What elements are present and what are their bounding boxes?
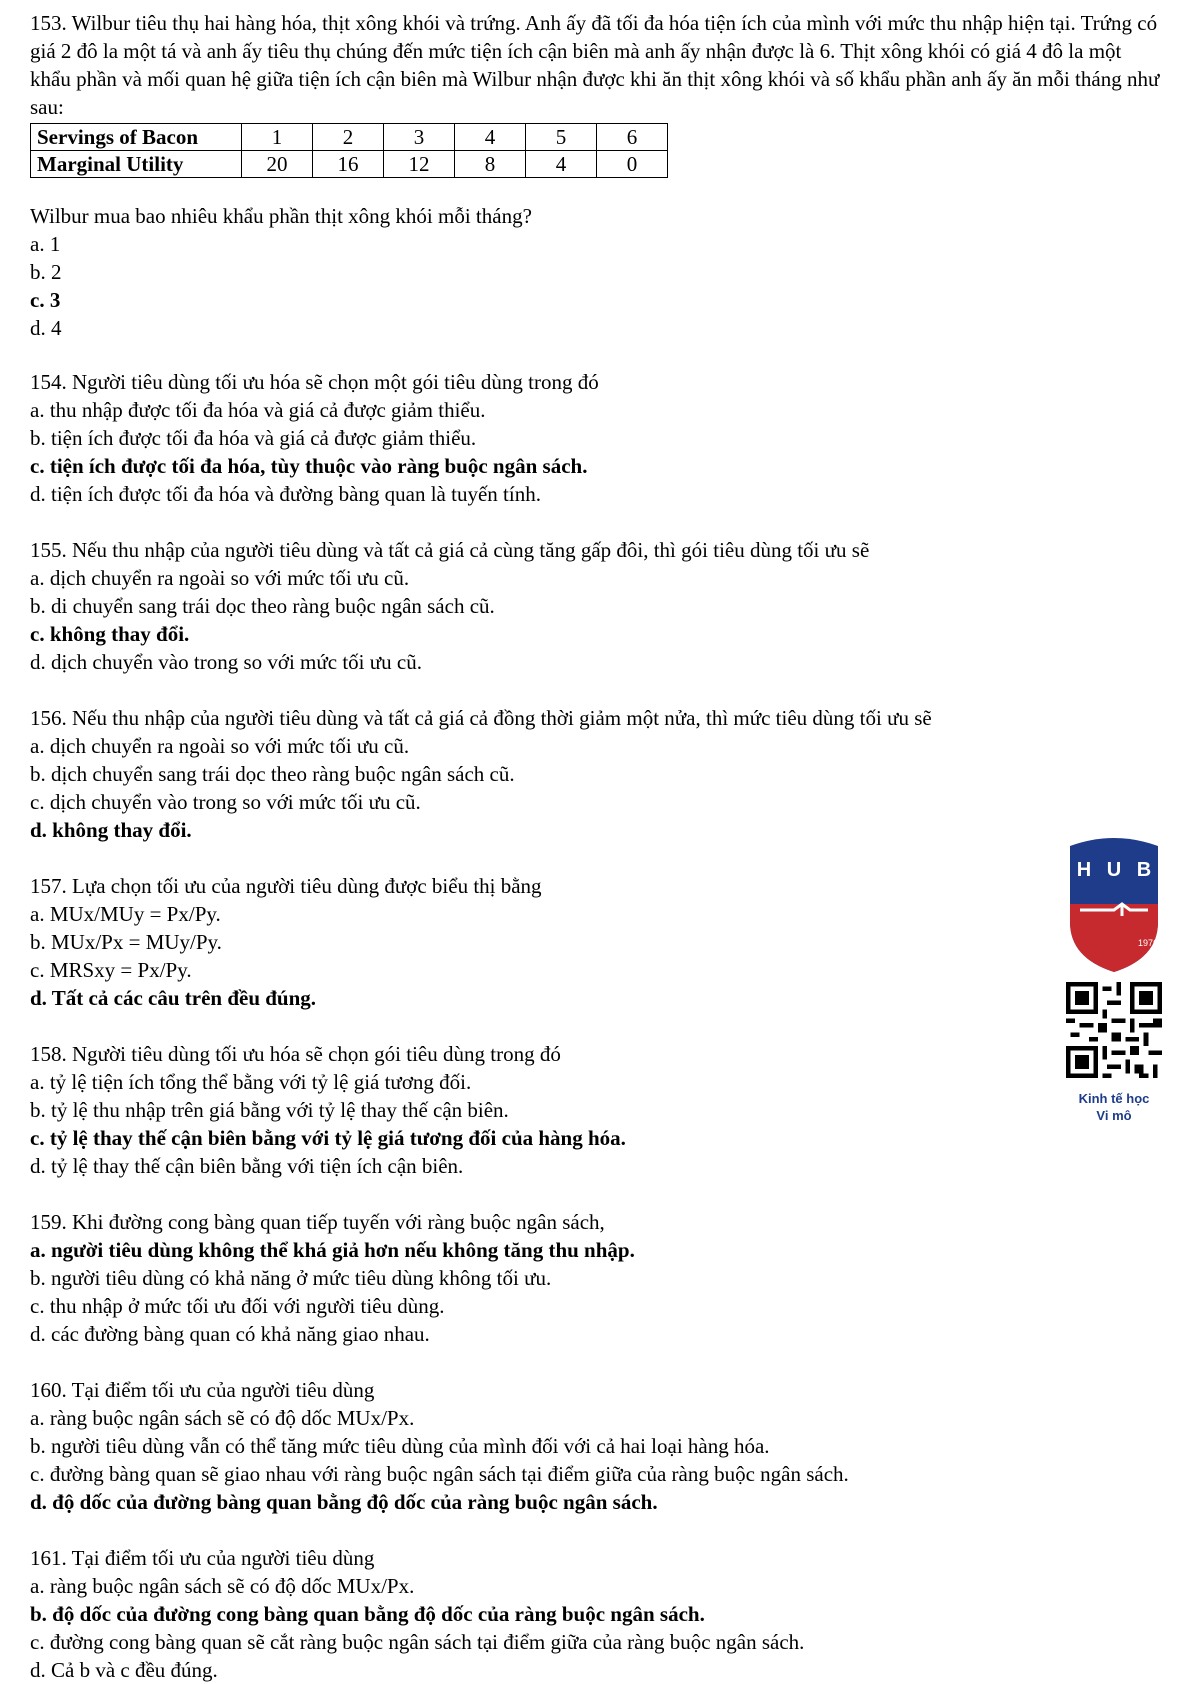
question-158: [30, 1040, 1160, 1180]
option-c: c. MRSxy = Px/Py.: [30, 958, 192, 982]
option-c: c. thu nhập ở mức tối ưu đối với người tiêu dùng.: [30, 1294, 445, 1318]
question-155-prompt: 155. Nếu thu nhập của người tiêu dùng và tất cả giá cả cùng tăng gấp đôi, thì gói tiêu dùng tối ưu sẽ: [30, 538, 870, 562]
logo-caption: [1050, 1090, 1178, 1124]
table-cell: 20: [242, 151, 313, 178]
question-153-prompt: Wilbur mua bao nhiêu khẩu phần thịt xông khói mỗi tháng?: [30, 204, 532, 228]
option-d: d. Cả b và c đều đúng.: [30, 1658, 218, 1682]
table-cell: 2: [313, 124, 384, 151]
question-161-prompt: 161. Tại điểm tối ưu của người tiêu dùng: [30, 1546, 375, 1570]
bacon-utility-table: [30, 123, 668, 178]
option-d: d. các đường bàng quan có khả năng giao nhau.: [30, 1322, 430, 1346]
option-d-correct: d. Tất cả các câu trên đều đúng.: [30, 986, 317, 1010]
table-cell: 1: [242, 124, 313, 151]
option-a: a. 1: [30, 232, 61, 256]
option-b: b. người tiêu dùng có khả năng ở mức tiêu dùng không tối ưu.: [30, 1266, 552, 1290]
table-cell: 12: [384, 151, 455, 178]
option-a: a. ràng buộc ngân sách sẽ có độ dốc MUx/Px.: [30, 1406, 415, 1430]
option-b: b. dịch chuyển sang trái dọc theo ràng buộc ngân sách cũ.: [30, 762, 515, 786]
option-c-correct: c. 3: [30, 288, 61, 312]
option-b: b. 2: [30, 260, 62, 284]
logo-letter-b: B: [1136, 859, 1152, 881]
option-d-correct: d. độ dốc của đường bàng quan bằng độ dốc của ràng buộc ngân sách.: [30, 1490, 658, 1514]
table-header-cell: Marginal Utility: [31, 151, 242, 178]
option-a: a. thu nhập được tối đa hóa và giá cả được giảm thiểu.: [30, 398, 486, 422]
logo-caption-line2: Vi mô: [1096, 1108, 1132, 1123]
option-b-correct: b. độ dốc của đường cong bàng quan bằng độ dốc của ràng buộc ngân sách.: [30, 1602, 705, 1626]
table-cell: 3: [384, 124, 455, 151]
table-row: [31, 124, 668, 151]
option-d: d. tiện ích được tối đa hóa và đường bàng quan là tuyến tính.: [30, 482, 541, 506]
question-159-prompt: 159. Khi đường cong bàng quan tiếp tuyến với ràng buộc ngân sách,: [30, 1210, 605, 1234]
option-c: c. dịch chuyển vào trong so với mức tối ưu cũ.: [30, 790, 421, 814]
question-156: [30, 704, 1160, 844]
question-153: [30, 9, 1160, 342]
table-header-cell: Servings of Bacon: [31, 124, 242, 151]
option-d-correct: d. không thay đổi.: [30, 818, 192, 842]
question-153-text: 153. Wilbur tiêu thụ hai hàng hóa, thịt xông khói và trứng. Anh ấy đã tối đa hóa tiện ích của mình với mức thu nhập hiện tại. Trứng có giá 2 đô la một tá và anh ấy tiêu thụ chúng đến mức tiện ích cận biên mà anh ấy nhận được là 6. Thịt xông khói có giá 4 đô la một khẩu phần và mối quan hệ giữa tiện ích cận biên mà Wilbur nhận được khi ăn thịt xông khói và số khẩu phần anh ấy ăn mỗi tháng như sau:: [30, 11, 1160, 119]
question-154: [30, 368, 1160, 508]
option-c-correct: c. không thay đổi.: [30, 622, 190, 646]
option-a: a. dịch chuyển ra ngoài so với mức tối ưu cũ.: [30, 566, 410, 590]
option-b: b. tỷ lệ thu nhập trên giá bằng với tỷ lệ thay thế cận biên.: [30, 1098, 509, 1122]
option-c-correct: c. tỷ lệ thay thế cận biên bằng với tỷ lệ giá tương đối của hàng hóa.: [30, 1126, 626, 1150]
table-row: [31, 151, 668, 178]
table-cell: 4: [526, 151, 597, 178]
option-d: d. tỷ lệ thay thế cận biên bằng với tiện ích cận biên.: [30, 1154, 464, 1178]
question-154-prompt: 154. Người tiêu dùng tối ưu hóa sẽ chọn một gói tiêu dùng trong đó: [30, 370, 599, 394]
table-cell: 4: [455, 124, 526, 151]
table-cell: 5: [526, 124, 597, 151]
logo-letter-u: U: [1106, 859, 1122, 881]
question-157-prompt: 157. Lựa chọn tối ưu của người tiêu dùng được biểu thị bằng: [30, 874, 542, 898]
document-page: [30, 9, 1160, 1684]
option-b: b. người tiêu dùng vẫn có thể tăng mức tiêu dùng của mình đối với cả hai loại hàng hóa.: [30, 1434, 770, 1458]
option-a-correct: a. người tiêu dùng không thể khá giả hơn nếu không tăng thu nhập.: [30, 1238, 635, 1262]
hub-logo: [1066, 834, 1162, 974]
question-155: [30, 536, 1160, 676]
option-c: c. đường cong bàng quan sẽ cắt ràng buộc ngân sách tại điểm giữa của ràng buộc ngân sách.: [30, 1630, 805, 1654]
table-cell: 8: [455, 151, 526, 178]
question-161: [30, 1544, 1160, 1684]
question-156-prompt: 156. Nếu thu nhập của người tiêu dùng và tất cả giá cả đồng thời giảm một nửa, thì mức tiêu dùng tối ưu sẽ: [30, 706, 932, 730]
question-160: [30, 1376, 1160, 1516]
logo-caption-line1: Kinh tế học: [1078, 1091, 1150, 1106]
option-b: b. tiện ích được tối đa hóa và giá cả được giảm thiểu.: [30, 426, 477, 450]
option-d: d. dịch chuyển vào trong so với mức tối ưu cũ.: [30, 650, 422, 674]
option-a: a. dịch chuyển ra ngoài so với mức tối ưu cũ.: [30, 734, 410, 758]
option-b: b. MUx/Px = MUy/Py.: [30, 930, 222, 954]
option-c: c. đường bàng quan sẽ giao nhau với ràng buộc ngân sách tại điểm giữa của ràng buộc ngân sách.: [30, 1462, 849, 1486]
option-a: a. ràng buộc ngân sách sẽ có độ dốc MUx/Px.: [30, 1574, 415, 1598]
option-d: d. 4: [30, 316, 62, 340]
qr-code-icon: [1066, 982, 1162, 1078]
option-a: a. tỷ lệ tiện ích tổng thể bằng với tỷ lệ giá tương đối.: [30, 1070, 472, 1094]
question-159: [30, 1208, 1160, 1348]
logo-letter-h: H: [1076, 859, 1092, 881]
table-cell: 6: [597, 124, 668, 151]
question-158-prompt: 158. Người tiêu dùng tối ưu hóa sẽ chọn gói tiêu dùng trong đó: [30, 1042, 561, 1066]
option-c-correct: c. tiện ích được tối đa hóa, tùy thuộc vào ràng buộc ngân sách.: [30, 454, 588, 478]
logo-year: 1976: [1137, 938, 1159, 948]
option-b: b. di chuyển sang trái dọc theo ràng buộc ngân sách cũ.: [30, 594, 495, 618]
option-a: a. MUx/MUy = Px/Py.: [30, 902, 221, 926]
question-160-prompt: 160. Tại điểm tối ưu của người tiêu dùng: [30, 1378, 375, 1402]
table-cell: 16: [313, 151, 384, 178]
question-157: [30, 872, 1160, 1012]
table-cell: 0: [597, 151, 668, 178]
